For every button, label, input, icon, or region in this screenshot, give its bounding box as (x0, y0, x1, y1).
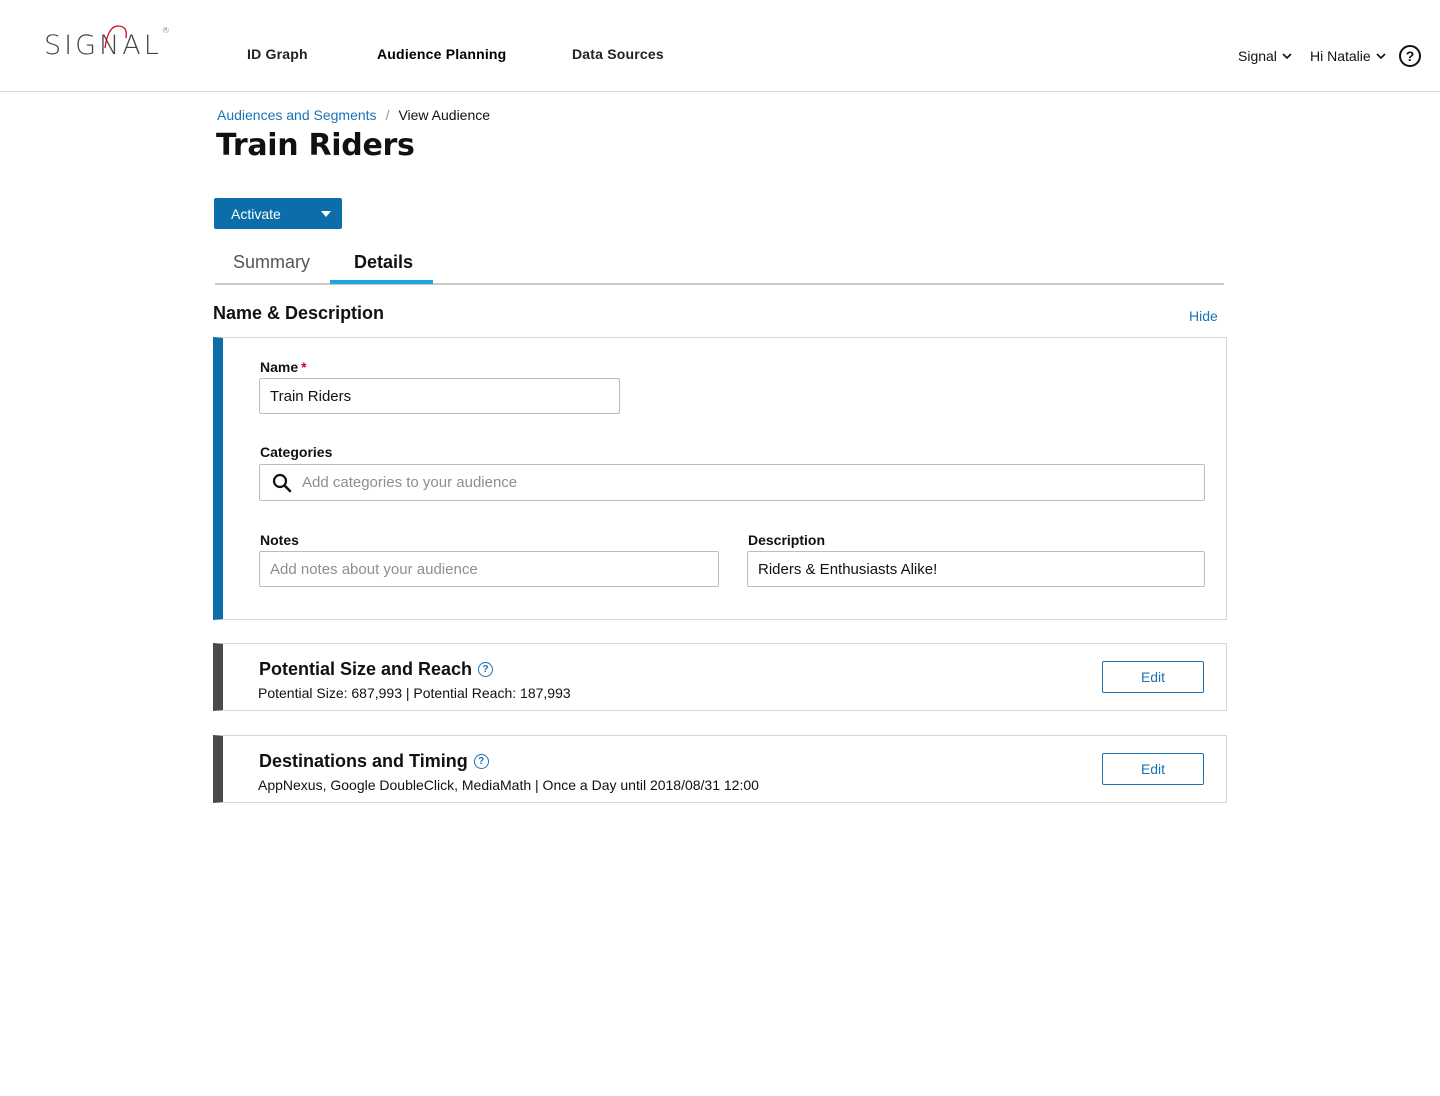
required-indicator: * (301, 359, 307, 375)
destinations-timing-card (213, 735, 1227, 803)
size-reach-title-text: Potential Size and Reach (259, 659, 473, 679)
size-reach-title (259, 659, 493, 680)
size-reach-card (213, 643, 1227, 711)
signal-logo[interactable] (44, 26, 170, 61)
notes-field-label: Notes (260, 532, 299, 548)
categories-field-label: Categories (260, 444, 333, 460)
logo-text: SIGNAL (44, 30, 162, 61)
breadcrumb-audiences-link[interactable]: Audiences and Segments (217, 107, 377, 123)
activate-button-label: Activate (231, 205, 281, 222)
nav-audience-planning[interactable]: Audience Planning (377, 46, 507, 62)
name-field-label (260, 359, 307, 375)
org-menu-label: Signal (1238, 48, 1277, 64)
hide-section-link[interactable]: Hide (1189, 308, 1218, 324)
tab-bar (215, 246, 1224, 285)
active-tab-indicator (330, 280, 433, 284)
breadcrumb-separator: / (385, 107, 390, 123)
user-menu[interactable] (1310, 48, 1387, 64)
tab-details[interactable]: Details (354, 252, 414, 272)
help-circle-icon[interactable]: ? (474, 754, 489, 769)
edit-size-reach-button[interactable]: Edit (1102, 661, 1204, 693)
registered-mark: ® (161, 26, 170, 35)
section-title-name-description: Name & Description (213, 303, 385, 323)
destinations-title-text: Destinations and Timing (259, 751, 468, 771)
size-reach-summary: Potential Size: 687,993 | Potential Reach: 187,993 (258, 685, 571, 701)
destinations-summary: AppNexus, Google DoubleClick, MediaMath | Once a Day until 2018/08/31 12:00 (258, 777, 759, 793)
destinations-title (259, 751, 489, 772)
caret-down-icon[interactable] (321, 211, 331, 217)
help-icon[interactable]: ? (1399, 45, 1421, 67)
chevron-down-icon (1281, 50, 1293, 62)
top-navigation-bar (0, 0, 1440, 92)
edit-destinations-button[interactable]: Edit (1102, 753, 1204, 785)
tab-summary[interactable]: Summary (233, 252, 311, 272)
description-input[interactable] (747, 551, 1205, 587)
categories-search-field[interactable] (259, 464, 1205, 501)
name-description-panel (213, 337, 1227, 620)
name-input[interactable] (259, 378, 620, 414)
help-circle-icon[interactable]: ? (478, 662, 493, 677)
description-field-label: Description (748, 532, 826, 548)
breadcrumb-current: View Audience (398, 107, 491, 123)
categories-input[interactable] (292, 465, 1192, 500)
chevron-down-icon (1375, 50, 1387, 62)
notes-input[interactable] (259, 551, 719, 587)
activate-button[interactable] (214, 198, 342, 229)
search-icon (272, 473, 292, 493)
org-menu[interactable] (1238, 48, 1293, 64)
breadcrumb (217, 107, 490, 123)
user-menu-label: Hi Natalie (1310, 48, 1371, 64)
page-title: Train Riders (216, 128, 415, 163)
name-label-text: Name (260, 359, 299, 375)
nav-data-sources[interactable]: Data Sources (572, 46, 664, 62)
nav-id-graph[interactable]: ID Graph (247, 46, 308, 62)
logo-swoosh-icon (102, 22, 132, 52)
